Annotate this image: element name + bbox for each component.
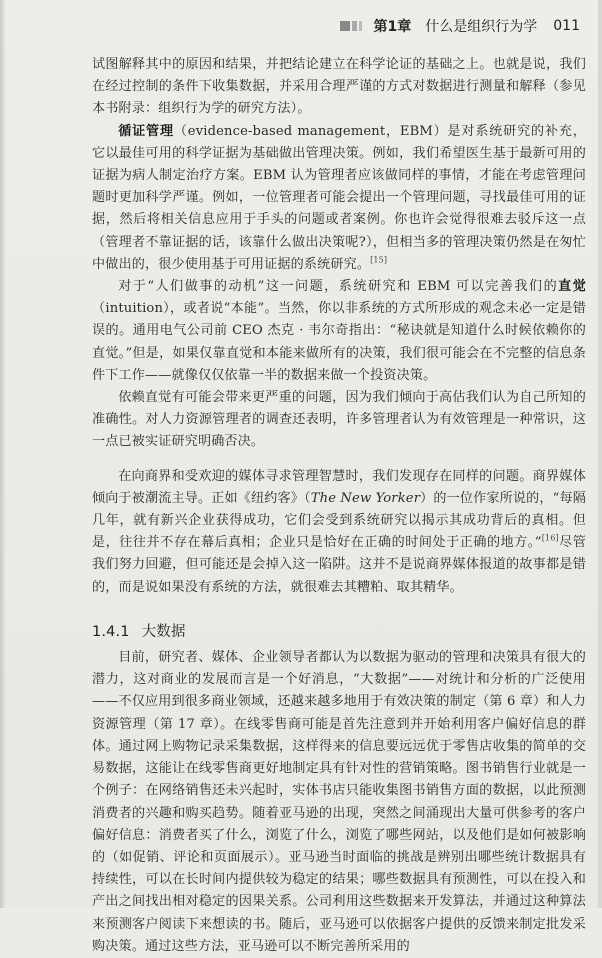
paragraph-5-text-a: 在向商界和受欢迎的媒体寻求管理智慧时，我们发现存在同样的问题。商界媒体倾向于被潮流主导。正如《纽约客》（ <box>92 468 586 506</box>
chapter-number: 第1章 <box>373 19 412 35</box>
paragraph-5-text-b: ）的一位作家所说的，“每隔几年，就有新兴企业获得成功，它们会受到系统研究以揭示其成功背后的真相。但是，往往并不存在幕后真相；企业只是恰好在正确的时间处于正确的地方。” <box>92 490 587 551</box>
paragraph-3 <box>92 276 586 387</box>
term-intuition: 直觉 <box>558 279 586 295</box>
section-number: 1.4.1 <box>92 623 130 640</box>
paragraph-3-text-b: （intuition），或者说“本能”。当然，你以非系统的方式所形成的观念未必一定是错误的。通用电气公司前 CEO 杰克 · 韦尔奇指出：“秘诀就是知道什么时候依赖你的直觉。”但是，如果仅靠直觉和本能来做所有的决策，我们很可能会在不完整的信息条件下工作——就像仅仅依靠一半的数据来做一个投资决策。 <box>92 301 586 383</box>
paragraph-3-text-a: 对于“人们做事的动机”这一问题，系统研究和 EBM 可以完善我们的 <box>118 279 559 295</box>
paragraph-1: 试图解释其中的原因和结果，并把结论建立在科学论证的基础之上。也就是说，我们在经过控制的条件下收集数据，并采用合理严谨的方式对数据进行测量和解释（参见本书附录：组织行为学的研究方法）。 <box>92 57 586 117</box>
reference-16: [16] <box>541 533 559 543</box>
header-ornament-icon <box>340 21 362 31</box>
page-body <box>92 54 586 958</box>
paragraph-5 <box>92 466 586 599</box>
term-ebm: 循证管理 <box>118 123 174 139</box>
chapter-title: 什么是组织行为学 <box>425 19 538 35</box>
new-yorker-title: The New Yorker <box>310 490 421 506</box>
section-title: 大数据 <box>141 623 186 640</box>
paragraph-2 <box>92 121 586 276</box>
running-header <box>340 14 580 38</box>
section-heading <box>92 621 586 643</box>
paragraph-4: 依赖直觉有可能会带来更严重的问题，因为我们倾向于高估我们认为自己所知的准确性。对人力资源管理者的调查还表明，许多管理者认为有效管理是一种常识，这一点已被实证研究明确否决。 <box>92 390 586 450</box>
paragraph-5-text-c: 尽管我们努力回避，但可能还是会掉入这一陷阱。这并不是说商界媒体报道的故事都是错的，而是说如果没有系统的方法，就很难去其糟粕、取其精华。 <box>92 535 586 595</box>
paragraph-2-text: （evidence-based management，EBM）是对系统研究的补充，它以最佳可用的科学证据为基础做出管理决策。例如，我们希望医生基于最新可用的证据为病人制定治疗方案。EBM 认为管理者应该做同样的事情，才能在考虑管理问题时更加科学严谨。例如，一位管理者可能会提出一个管理问题，寻找最佳可用的证据，然后将相关信息应用于手头的问题或者案例。你也许会觉得很难去驳斥这一点（管理者不靠证据的话，该靠什么做出决策呢?），但相当多的管理决策仍然是在匆忙中做出的，很少使用基于可用证据的系统研究。 <box>92 123 587 272</box>
reference-15: [15] <box>370 255 388 265</box>
paragraph-6: 目前，研究者、媒体、企业领导者都认为以数据为驱动的管理和决策具有很大的潜力，这对商业的发展而言是一个好消息，“大数据”——对统计和分析的广泛使用——不仅应用到很多商业领域，还越来越多地用于有效决策的制定（第 6 章）和人力资源管理（第 17 章）。在线零售商可能是首先注意到并开始利用客户偏好信息的群体。通过网上购物记录采集数据，这样得来的信息要远远优于零售店收集的简单的交易数据，这能让在线零售商更好地制定具有针对性的营销策略。图书销售行业就是一个例子：在网络销售还未兴起时，实体书店只能收集图书销售方面的数据，以此预测消费者的兴趣和购买趋势。随着亚马逊的出现，突然之间涌现出大量可供参考的客户偏好信息：消费者买了什么，浏览了什么，浏览了哪些网站，以及他们是如何被影响的（如促销、评论和页面展示）。亚马逊当时面临的挑战是辨别出哪些统计数据具有持续性，可以在长时间内提供较为稳定的结果；哪些数据具有预测性，可以在投入和产出之间找出相对稳定的因果关系。公司利用这些数据来开发算法，并通过这种算法来预测客户阅读下来想读的书。随后，亚马逊可以依据客户提供的反馈来制定批发采购决策。通过这些方法，亚马逊可以不断完善所采用的 <box>92 650 586 954</box>
page-number: 011 <box>553 18 580 34</box>
paragraph-gap <box>92 454 586 466</box>
